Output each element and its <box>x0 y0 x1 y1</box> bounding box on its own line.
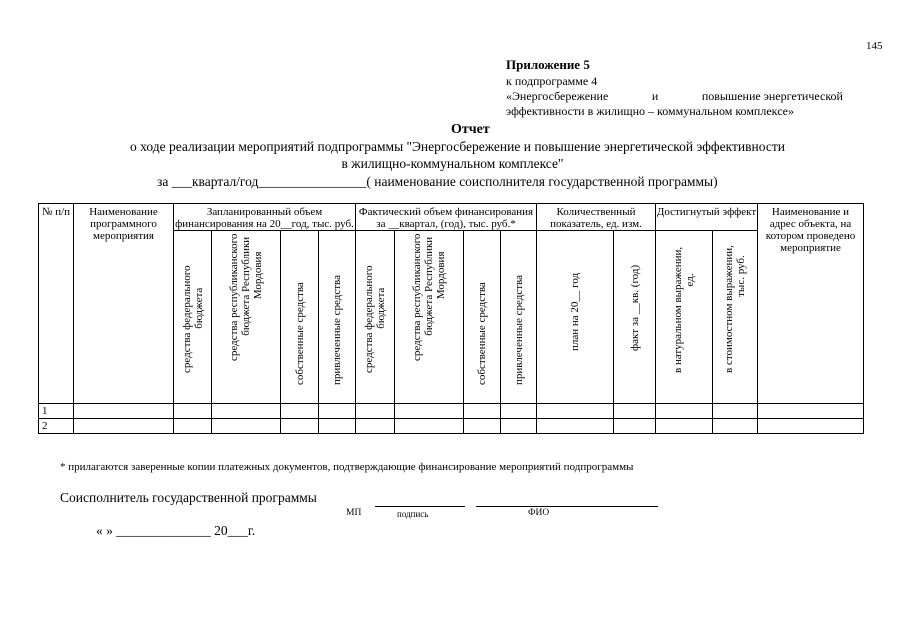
header-planned-financing: Запланированный объем финансирования на 20__год, тыс. руб. <box>174 204 356 231</box>
signer-label: Соисполнитель государственной программы <box>60 490 317 505</box>
report-subtitle-line-2: в жилищно-коммунальном комплексе" <box>341 156 564 171</box>
report-title: Отчет <box>451 122 490 137</box>
page-number: 145 <box>866 40 883 52</box>
signature-line <box>375 506 465 507</box>
row-number: 1 <box>39 404 74 419</box>
report-table <box>38 203 864 434</box>
report-subtitle-line-1: о ходе реализации мероприятий подпрограммы "Энергосбережение и повышение энергетической эффективности <box>130 139 785 154</box>
signature-caption: подпись <box>397 509 429 519</box>
subheader-planned-republic: средства республиканского бюджета Республики Мордовия <box>212 231 281 404</box>
header-quantity-indicator: Количественный показатель, ед. изм. <box>537 204 656 231</box>
subheader-fact-quarter: факт за __кв. (год) <box>614 231 656 404</box>
row-number: 2 <box>39 419 74 434</box>
appendix-line-2 <box>506 89 843 104</box>
appendix-title: Приложение 5 <box>506 57 590 72</box>
report-period-line: за ___квартал/год________________( наименование соисполнителя государственной программы) <box>157 174 718 189</box>
subheader-actual-republic: средства республиканского бюджета Республики Мордовия <box>395 231 464 404</box>
table-row <box>39 404 864 419</box>
appendix-line-2-part-1: «Энергосбережение <box>506 89 609 103</box>
subheader-actual-attracted: привлеченные средства <box>501 231 537 404</box>
header-achieved-effect: Достигнутый эффект <box>656 204 758 231</box>
header-event-name: Наименование программного мероприятия <box>74 204 174 404</box>
header-actual-financing: Фактический объем финансирования за __квартал, (год), тыс. руб.* <box>356 204 537 231</box>
date-line: « » ______________ 20___г. <box>96 523 256 538</box>
appendix-line-2-part-2: и <box>651 89 659 103</box>
subheader-planned-federal: средства федерального бюджета <box>174 231 212 404</box>
subheader-actual-own: собственные средства <box>464 231 501 404</box>
subheader-planned-own: собственные средства <box>281 231 319 404</box>
appendix-line-2-part-3: повышение энергетической <box>701 89 843 103</box>
table-row <box>39 419 864 434</box>
subheader-effect-cost: в стоимостном выражении, тыс. руб. <box>713 231 758 404</box>
subheader-plan-year: план на 20__ год <box>537 231 614 404</box>
subheader-effect-natural: в натуральном выражении, ед. <box>656 231 713 404</box>
header-row-1 <box>39 204 864 231</box>
footnote: * прилагаются заверенные копии платежных документов, подтверждающие финансирование мероприятий подпрограммы <box>60 461 634 473</box>
appendix-line-1: к подпрограмме 4 <box>506 74 598 88</box>
mp-label: МП <box>346 508 362 518</box>
header-object-address: Наименование и адрес объекта, на котором проведено мероприятие <box>758 204 864 404</box>
fio-line <box>476 506 658 507</box>
subheader-actual-federal: средства федерального бюджета <box>356 231 395 404</box>
subheader-planned-attracted: привлеченные средства <box>319 231 356 404</box>
fio-caption: ФИО <box>528 508 550 518</box>
header-num: № п/п <box>39 204 74 404</box>
appendix-line-3: эффективности в жилищно – коммунальном комплексе» <box>506 104 794 118</box>
